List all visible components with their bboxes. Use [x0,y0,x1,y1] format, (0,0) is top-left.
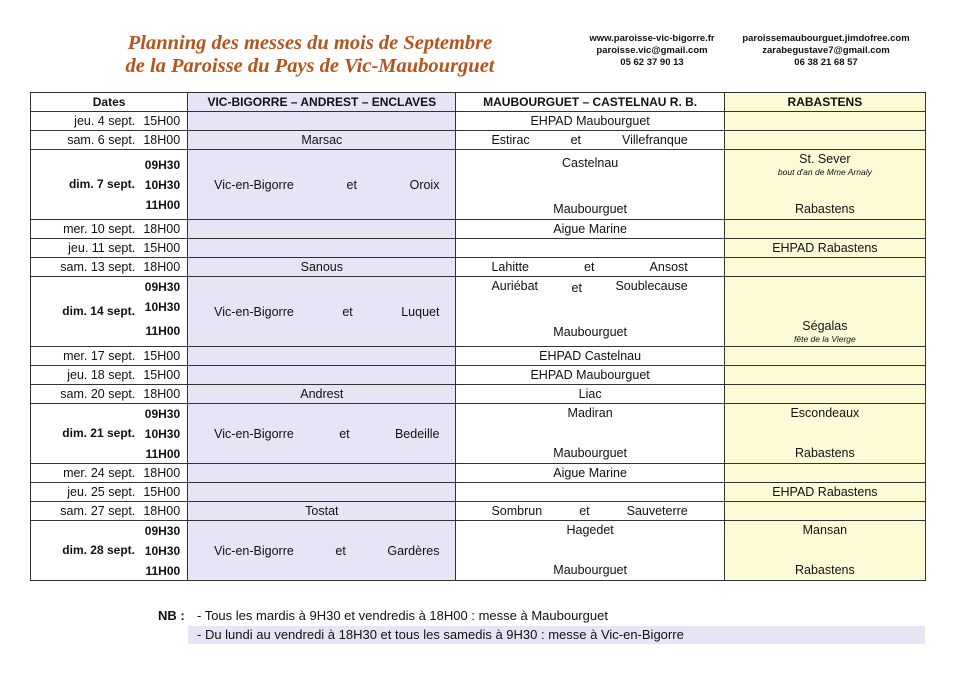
rab-cell [724,347,925,366]
phone-number: 06 38 21 68 57 [794,57,858,68]
mau-cell: EHPAD Castelnau [456,347,724,366]
title-line-2: de la Paroisse du Pays de Vic-Maubourguet [125,55,495,77]
rab-cell: Mansan Rabastens [724,521,925,581]
title-line-1: Planning des messes du mois de Septembre [127,32,493,54]
mau-cell: EHPAD Maubourguet [456,112,724,131]
date-cell: jeu. 25 sept. 15H00 [31,483,188,502]
sunday-row [31,521,926,581]
mau-cell: Hagedet Maubourguet [456,521,724,581]
note-line: - Tous les mardis à 9H30 et vendredis à 18H00 : messe à Maubourguet [197,608,608,623]
vic-cell [188,347,456,366]
mau-cell: Liac [456,385,724,404]
mau-cell: Lahitte et Ansost [456,258,724,277]
date-cell: dim. 21 sept. 09H30 10H30 11H00 [31,404,188,464]
rab-cell [724,131,925,150]
date-cell: mer. 10 sept. 18H00 [31,220,188,239]
vic-cell: Vic-en-Bigorre et Bedeille [188,404,456,464]
table-row [31,112,926,131]
header-maubourguet: MAUBOURGUET – CASTELNAU R. B. [456,93,724,112]
mau-cell: Aigue Marine [456,220,724,239]
date-cell: mer. 24 sept. 18H00 [31,464,188,483]
rab-cell [724,502,925,521]
mau-cell: Madiran Maubourguet [456,404,724,464]
mau-cell: EHPAD Maubourguet [456,366,724,385]
vic-cell [188,239,456,258]
website-link[interactable]: paroissemaubourguet.jimdofree.com [742,33,910,44]
sunday-row [31,404,926,464]
contact-maubourguet [733,33,919,69]
mau-cell: Aigue Marine [456,464,724,483]
rab-cell: Ségalas fête de la Vierge [724,277,925,347]
table-row [31,258,926,277]
vic-cell [188,112,456,131]
date-cell: sam. 6 sept. 18H00 [31,131,188,150]
vic-cell [188,366,456,385]
rab-cell: Escondeaux Rabastens [724,404,925,464]
phone-number: 05 62 37 90 13 [620,57,684,68]
sunday-row [31,277,926,347]
table-row [31,483,926,502]
date-cell: sam. 13 sept. 18H00 [31,258,188,277]
sunday-row [31,150,926,220]
mau-cell [456,483,724,502]
date-cell: sam. 20 sept. 18H00 [31,385,188,404]
website-link[interactable]: www.paroisse-vic-bigorre.fr [589,33,715,44]
vic-cell: Vic-en-Bigorre et Oroix [188,150,456,220]
rab-cell: EHPAD Rabastens [724,239,925,258]
rab-cell [724,112,925,131]
date-cell: dim. 28 sept. 09H30 10H30 11H00 [31,521,188,581]
document-title [80,32,540,78]
rab-cell [724,385,925,404]
date-cell: jeu. 11 sept. 15H00 [31,239,188,258]
vic-cell: Andrest [188,385,456,404]
email-link[interactable]: paroisse.vic@gmail.com [596,45,708,56]
header-dates: Dates [31,93,188,112]
vic-cell: Sanous [188,258,456,277]
rab-cell [724,220,925,239]
mau-cell: Auriébat et Soublecause Maubourguet [456,277,724,347]
table-row [31,385,926,404]
date-cell: dim. 7 sept. 09H30 10H30 11H00 [31,150,188,220]
date-cell: jeu. 4 sept. 15H00 [31,112,188,131]
contact-vic [572,33,732,69]
table-row [31,347,926,366]
table-row [31,502,926,521]
rab-cell: EHPAD Rabastens [724,483,925,502]
vic-cell: Vic-en-Bigorre et Luquet [188,277,456,347]
date-cell: jeu. 18 sept. 15H00 [31,366,188,385]
vic-cell [188,464,456,483]
email-link[interactable]: zarabegustave7@gmail.com [762,45,890,56]
rab-cell: St. Sever bout d'an de Mme Arnaly Rabastens [724,150,925,220]
mass-schedule-table [30,92,926,581]
vic-cell: Marsac [188,131,456,150]
date-cell: sam. 27 sept. 18H00 [31,502,188,521]
table-row [31,464,926,483]
header-rabastens: RABASTENS [724,93,925,112]
mau-cell [456,239,724,258]
rab-cell [724,464,925,483]
vic-cell [188,220,456,239]
vic-cell: Vic-en-Bigorre et Gardères [188,521,456,581]
vic-cell [188,483,456,502]
notes-label: NB : [158,608,185,623]
date-cell: dim. 14 sept. 09H30 10H30 11H00 [31,277,188,347]
header-vic: VIC-BIGORRE – ANDREST – ENCLAVES [188,93,456,112]
mau-cell: Estirac et Villefranque [456,131,724,150]
mau-cell: Castelnau Maubourguet [456,150,724,220]
table-row [31,239,926,258]
header-row [31,93,926,112]
note-line: - Du lundi au vendredi à 18H30 et tous les samedis à 9H30 : messe à Vic-en-Bigorre [188,626,925,644]
table-row [31,220,926,239]
vic-cell: Tostat [188,502,456,521]
table-row [31,366,926,385]
table-row [31,131,926,150]
rab-cell [724,366,925,385]
date-cell: mer. 17 sept. 15H00 [31,347,188,366]
rab-cell [724,258,925,277]
mau-cell: Sombrun et Sauveterre [456,502,724,521]
